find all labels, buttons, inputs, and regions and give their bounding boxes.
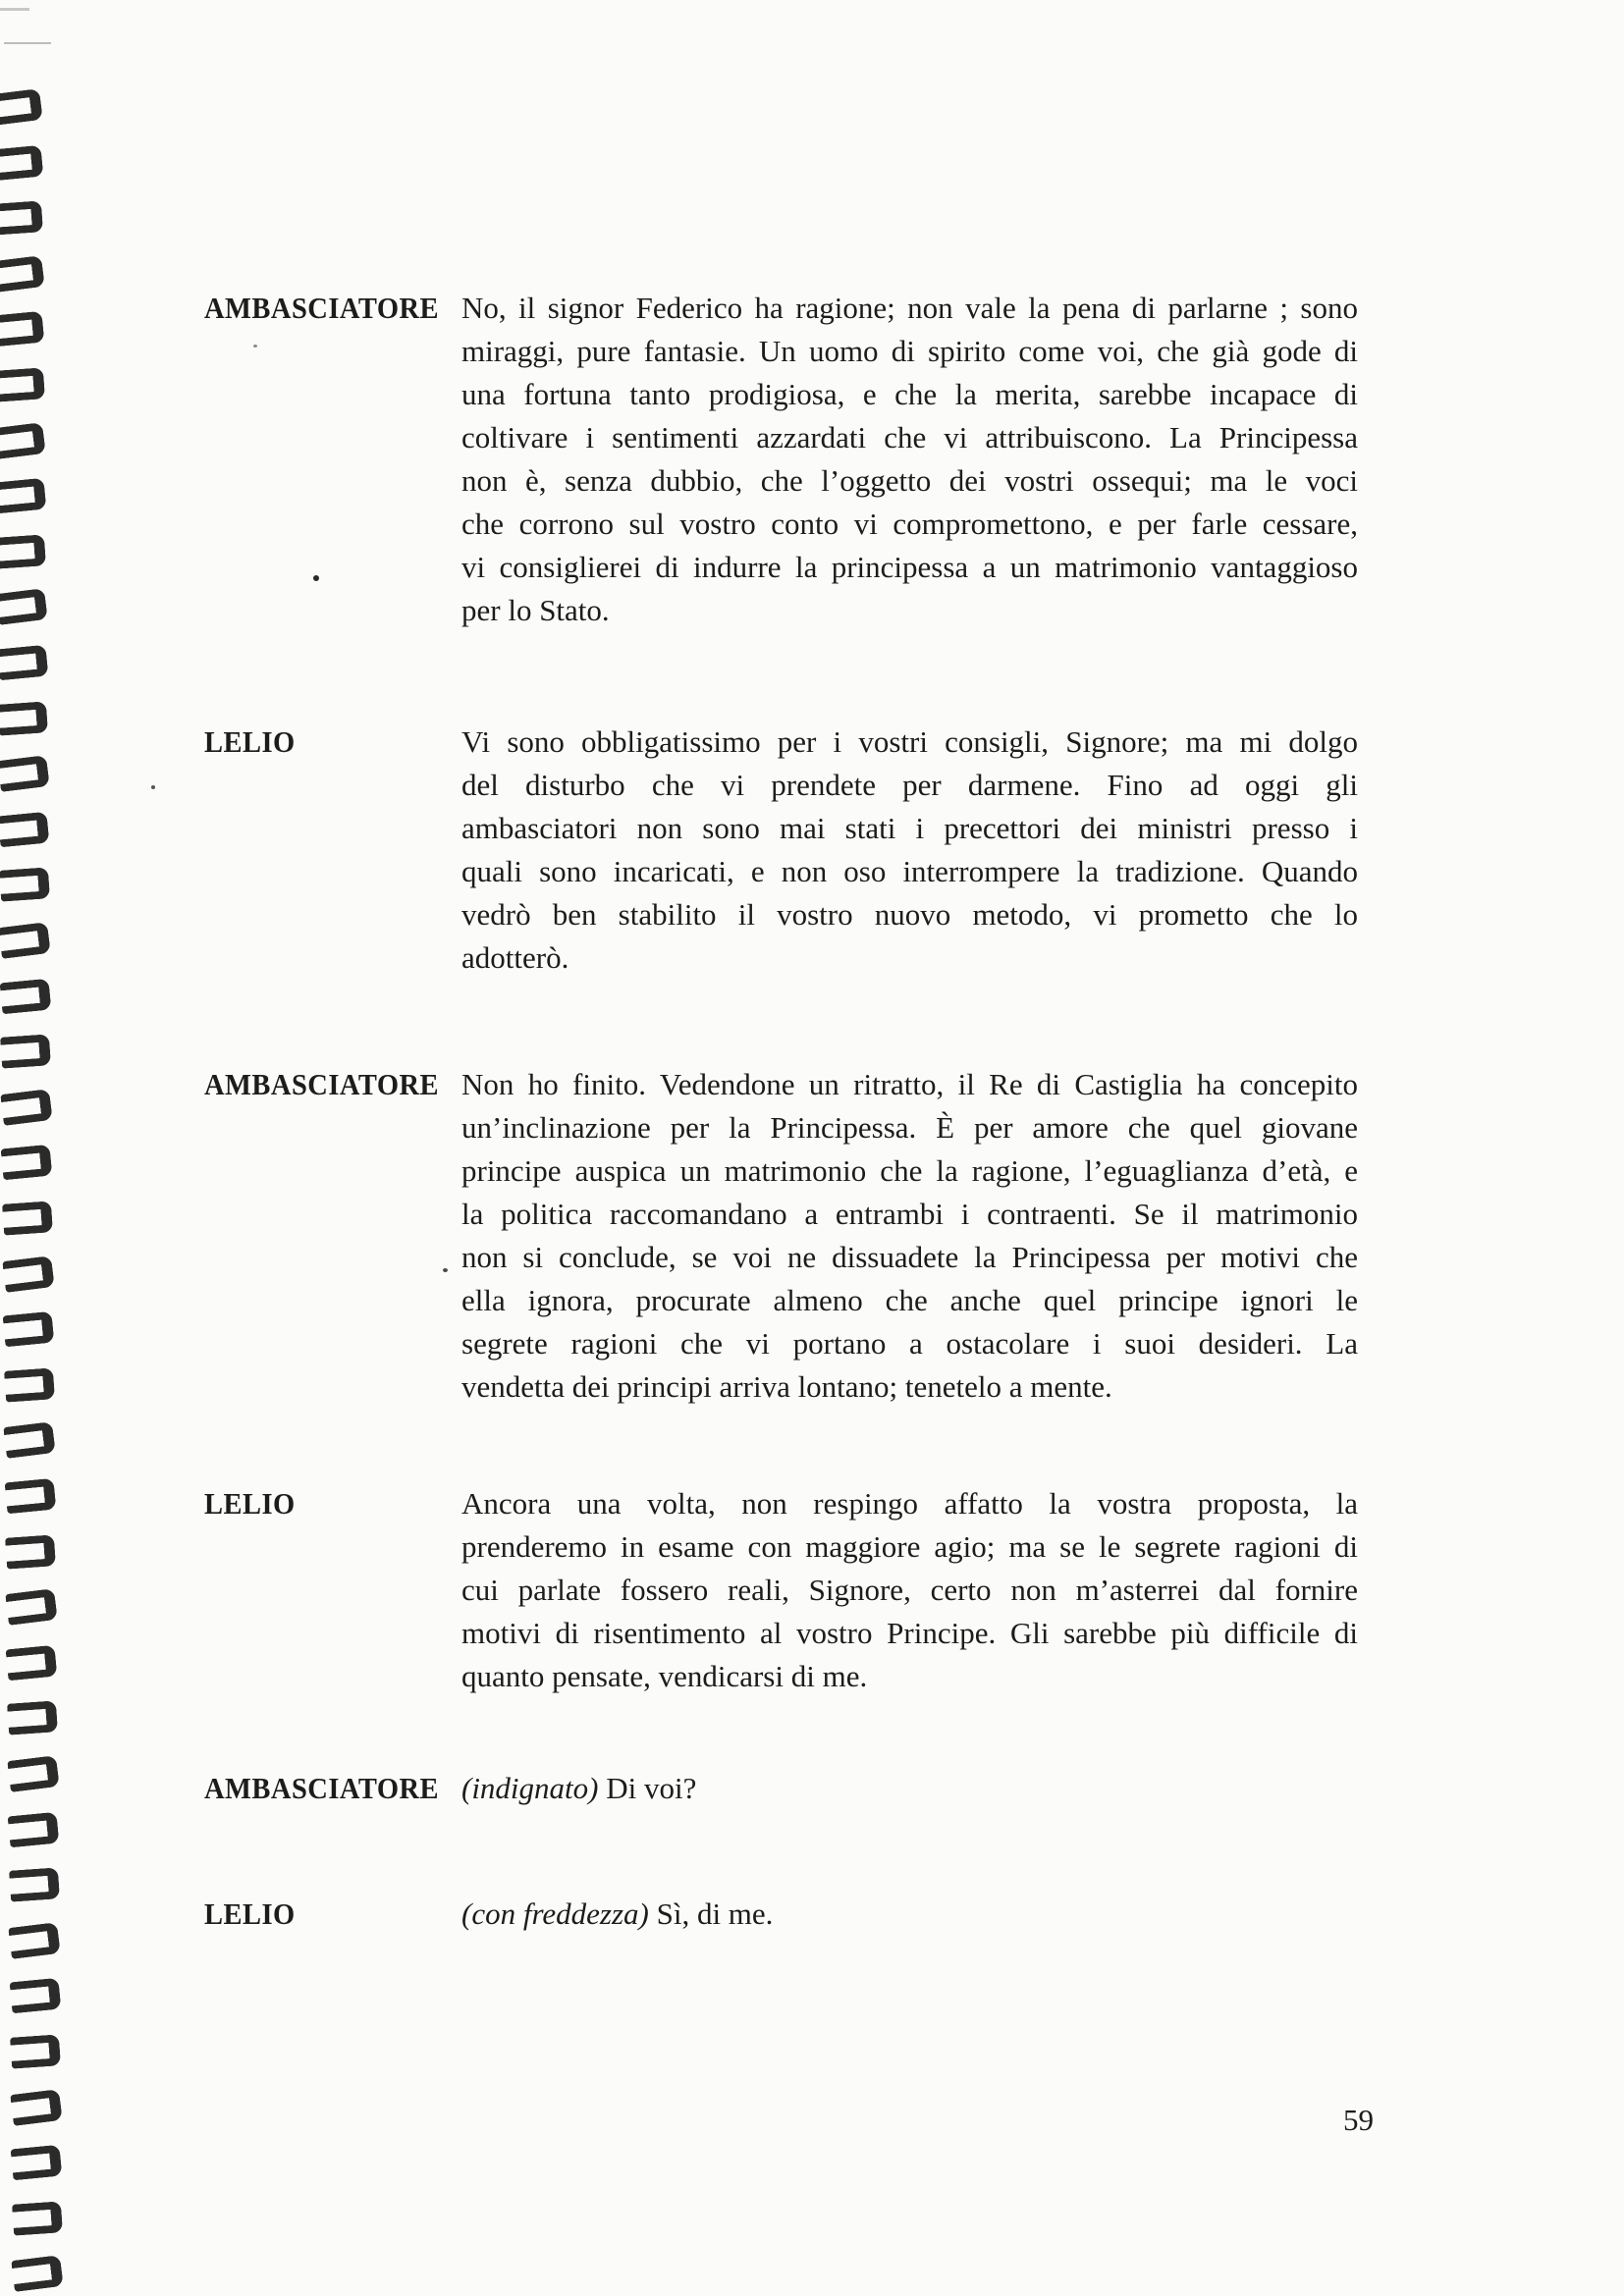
binding-ring-icon: [12, 2255, 65, 2292]
dialogue-line: vendetta dei principi arriva lontano; tenetelo a mente.: [461, 1369, 1112, 1404]
stage-direction: (con freddezza): [461, 1896, 649, 1931]
spiral-binding: [0, 0, 88, 2296]
binding-ring-icon: [3, 1311, 55, 1348]
dialogue-line: che corrono sul vostro conto vi compromettono, e per farle cessare,: [461, 507, 1358, 541]
binding-ring-icon: [0, 868, 50, 902]
binding-ring-icon: [0, 478, 46, 514]
binding-ring-icon: [4, 1367, 55, 1402]
binding-ring-icon: [0, 367, 45, 401]
dialogue-line: del disturbo che vi prendete per darmene. Fino ad oggi gli: [461, 768, 1358, 802]
dialogue-text: Di voi?: [606, 1771, 697, 1805]
binding-ring-icon: [7, 1701, 58, 1735]
scan-artifact-dot: [253, 345, 257, 347]
binding-ring-icon: [0, 144, 43, 181]
binding-ring-icon: [4, 1478, 56, 1515]
binding-ring-icon: [10, 2089, 63, 2126]
dialogue-line: non è, senza dubbio, che l’oggetto dei vostri ossequi; ma le voci: [461, 463, 1358, 498]
dialogue-line: per lo Stato.: [461, 593, 610, 627]
dialogue-line: Non ho finito. Vedendone un ritratto, il Re di Castiglia ha concepito: [461, 1067, 1358, 1101]
speech-text: [461, 721, 1358, 980]
dialogue-line: ella ignora, procurate almeno che anche quel principe ignori le: [461, 1283, 1358, 1317]
binding-ring-icon: [9, 1867, 60, 1901]
binding-ring-icon: [5, 1588, 58, 1626]
binding-ring-icon: [5, 1534, 56, 1569]
binding-ring-icon: [11, 2145, 63, 2181]
dialogue-line: coltivare i sentimenti azzardati che vi attribuiscono. La Principessa: [461, 420, 1358, 454]
dialogue-line: [461, 1893, 1358, 1936]
binding-ring-icon: [0, 88, 43, 126]
dialogue-line: prenderemo in esame con maggiore agio; ma se le segrete ragioni di: [461, 1529, 1358, 1564]
stage-direction: (indignato): [461, 1771, 599, 1805]
dialogue-line: cui parlate fossero reali, Signore, certo non m’asterrei dal fornire: [461, 1573, 1358, 1607]
dialogue-line: miraggi, pure fantasie. Un uomo di spirito come voi, che già gode di: [461, 334, 1358, 368]
dialogue-line: ambasciatori non sono mai stati i precettori dei ministri presso i: [461, 811, 1358, 845]
dialogue-text: Sì, di me.: [656, 1896, 774, 1931]
speaker-name: AMBASCIATORE: [204, 1771, 440, 1805]
scan-artifact-dot: [443, 1268, 448, 1272]
binding-ring-icon: [6, 1644, 58, 1681]
dialogue-line: Ancora una volta, non respingo affatto la vostra proposta, la: [461, 1486, 1358, 1521]
binding-ring-icon: [3, 1421, 56, 1459]
dialogue-line: la politica raccomandano a entrambi i contraenti. Se il matrimonio: [461, 1197, 1358, 1231]
speaker-name: LELIO: [204, 1896, 296, 1931]
dialogue-line: vedrò ben stabilito il vostro nuovo metodo, vi prometto che lo: [461, 897, 1358, 932]
dialogue-line: un’inclinazione per la Principessa. È per amore che quel giovane: [461, 1110, 1358, 1145]
binding-ring-icon: [7, 1755, 60, 1792]
dialogue-line: principe auspica un matrimonio che la ragione, l’eguaglianza d’età, e: [461, 1153, 1358, 1188]
scan-artifact-dot: [151, 785, 155, 789]
binding-ring-icon: [0, 645, 48, 681]
speaker-name: AMBASCIATORE: [204, 291, 440, 325]
scan-artifact-line: [0, 8, 29, 11]
scan-artifact-line: [4, 42, 51, 44]
dialogue-line: [461, 1767, 1358, 1810]
speaker-name: AMBASCIATORE: [204, 1067, 440, 1101]
binding-ring-icon: [0, 1089, 53, 1126]
scan-artifact-dot: [313, 575, 319, 581]
binding-ring-icon: [0, 755, 49, 792]
binding-ring-icon: [1, 1145, 53, 1181]
page-number: 59: [1343, 2103, 1374, 2137]
binding-ring-icon: [0, 534, 46, 568]
speech-text: [461, 1482, 1358, 1698]
dialogue-line: adotterò.: [461, 940, 569, 975]
binding-ring-icon: [0, 811, 50, 847]
binding-ring-icon: [8, 1922, 61, 1959]
binding-ring-icon: [0, 311, 45, 347]
dialogue-line: vi consiglierei di indurre la principessa a un matrimonio vantaggioso: [461, 550, 1358, 584]
binding-ring-icon: [0, 1034, 51, 1068]
dialogue-line: quanto pensate, vendicarsi di me.: [461, 1659, 868, 1693]
dialogue-line: quali sono incaricati, e non oso interrompere la tradizione. Quando: [461, 854, 1358, 888]
binding-ring-icon: [0, 701, 48, 735]
binding-ring-icon: [2, 1201, 53, 1235]
speaker-name: LELIO: [204, 1486, 296, 1521]
speech-text: [461, 1063, 1358, 1409]
binding-ring-icon: [0, 922, 51, 959]
binding-ring-icon: [0, 255, 44, 293]
binding-ring-icon: [0, 422, 46, 459]
binding-ring-icon: [10, 2034, 61, 2068]
dialogue-line: segrete ragioni che vi portano a ostacolare i suoi desideri. La: [461, 1326, 1358, 1361]
speaker-name: LELIO: [204, 724, 296, 759]
speech-text: [461, 287, 1358, 632]
dialogue-line: una fortuna tanto prodigiosa, e che la merita, sarebbe incapace di: [461, 377, 1358, 411]
binding-ring-icon: [8, 1811, 60, 1847]
binding-ring-icon: [2, 1255, 55, 1293]
binding-ring-icon: [12, 2201, 63, 2235]
binding-ring-icon: [0, 978, 51, 1014]
binding-ring-icon: [9, 1978, 61, 2014]
dialogue-line: motivi di risentimento al vostro Principe. Gli sarebbe più difficile di: [461, 1616, 1358, 1650]
binding-ring-icon: [0, 588, 48, 625]
speech-text: [461, 1767, 1358, 1810]
dialogue-line: non si conclude, se voi ne dissuadete la Principessa per motivi che: [461, 1240, 1358, 1274]
dialogue-line: Vi sono obbligatissimo per i vostri consigli, Signore; ma mi dolgo: [461, 724, 1358, 759]
dialogue-line: No, il signor Federico ha ragione; non vale la pena di parlarne ; sono: [461, 291, 1358, 325]
binding-ring-icon: [0, 200, 43, 235]
speech-text: [461, 1893, 1358, 1936]
